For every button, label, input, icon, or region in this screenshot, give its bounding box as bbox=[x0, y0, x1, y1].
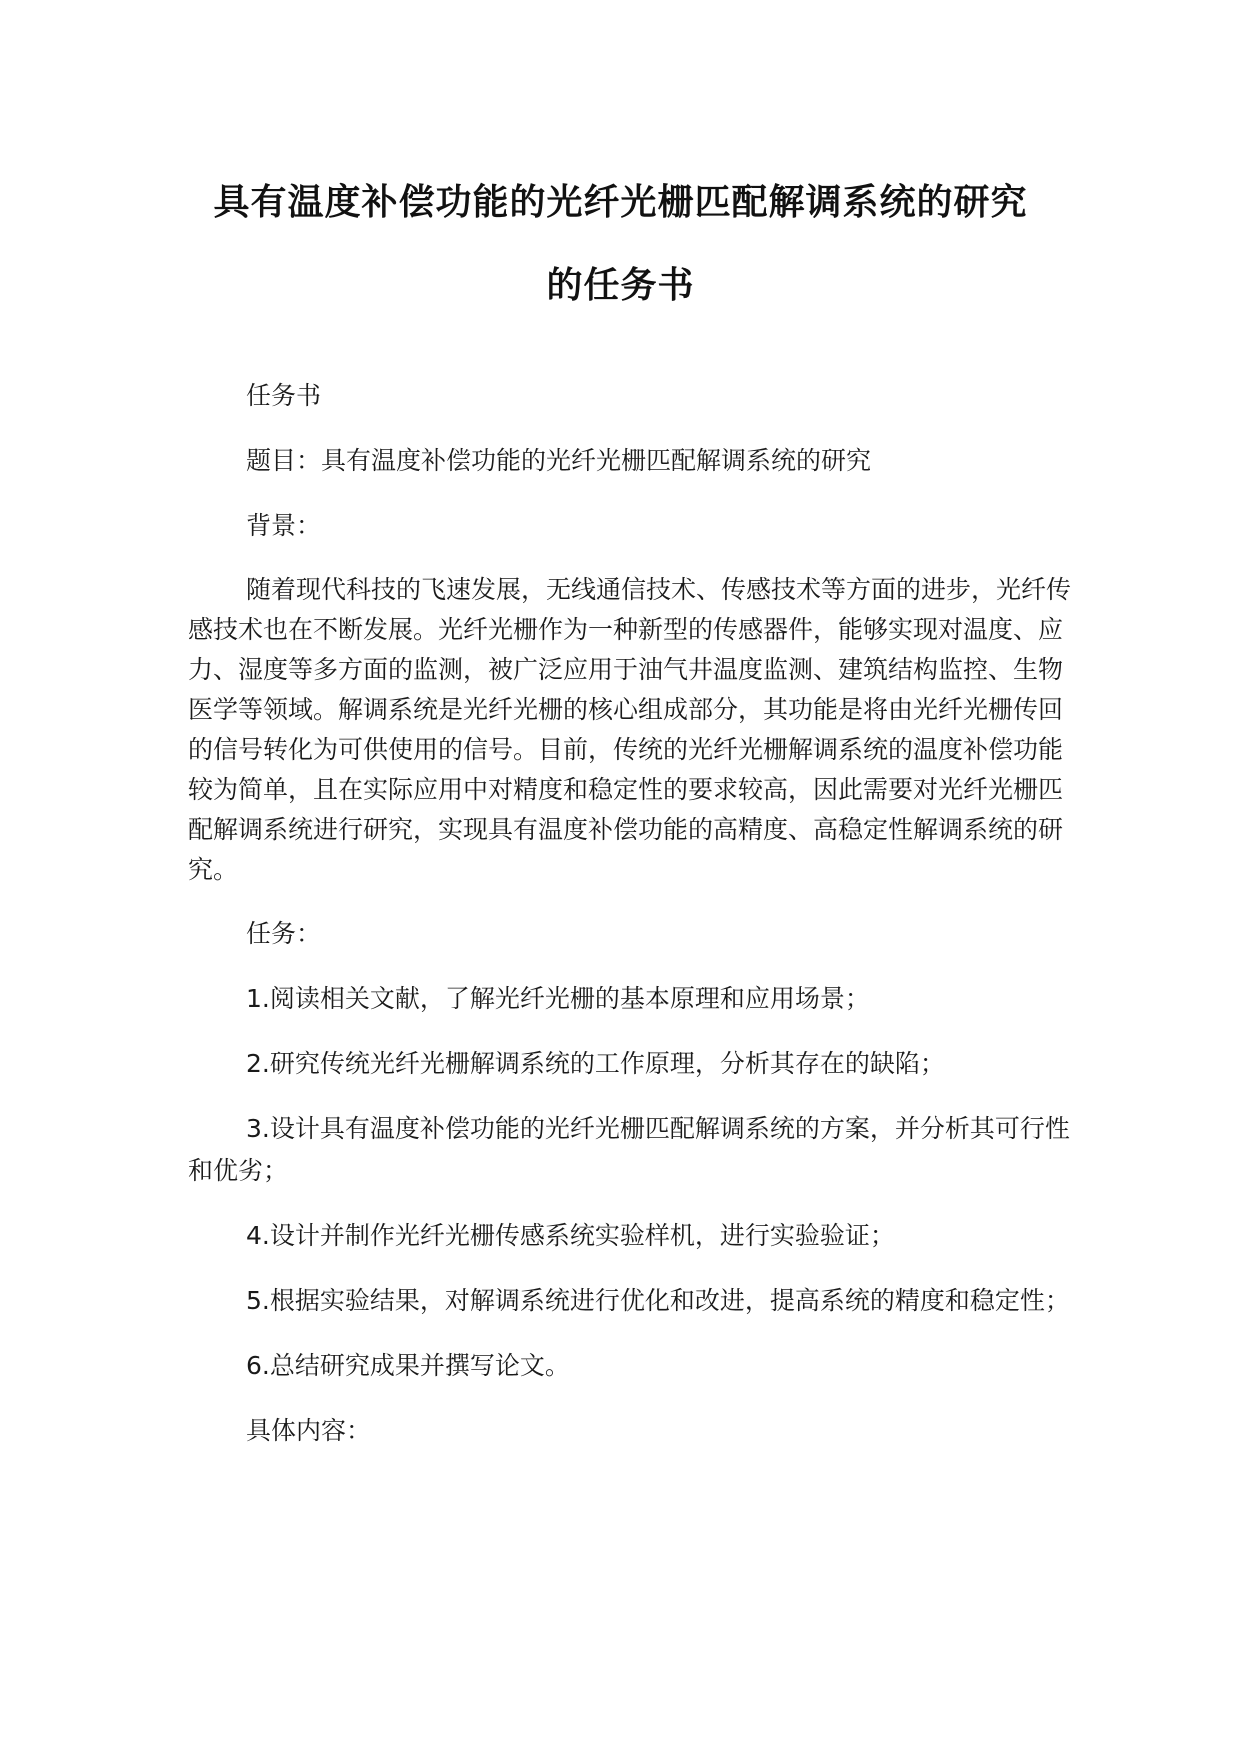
task-item-3: 3.设计具有温度补偿功能的光纤光栅匹配解调系统的方案，并分析其可行性和优劣； bbox=[188, 1114, 1070, 1185]
section-heading-task-book: 任务书 bbox=[246, 381, 322, 410]
task-item-6: 6.总结研究成果并撰写论文。 bbox=[246, 1351, 570, 1380]
tasks-label: 任务： bbox=[246, 919, 322, 948]
background-label: 背景： bbox=[246, 511, 322, 540]
task-item-5: 5.根据实验结果，对解调系统进行优化和改进，提高系统的精度和稳定性； bbox=[246, 1286, 1070, 1315]
task-item-4: 4.设计并制作光纤光栅传感系统实验样机，进行实验验证； bbox=[246, 1221, 895, 1250]
document-body bbox=[188, 375, 1074, 1452]
topic-line: 题目：具有温度补偿功能的光纤光栅匹配解调系统的研究 bbox=[246, 446, 872, 475]
task-item-1: 1.阅读相关文献，了解光纤光栅的基本原理和应用场景； bbox=[246, 984, 870, 1013]
background-paragraph: 随着现代科技的飞速发展，无线通信技术、传感技术等方面的进步，光纤传感技术也在不断发展。光纤光栅作为一种新型的传感器件，能够实现对温度、应力、湿度等多方面的监测，被广泛应用于油气井温度监测、建筑结构监控、生物医学等领域。解调系统是光纤光栅的核心组成部分，其功能是将由光纤光栅传回的信号转化为可供使用的信号。目前，传统的光纤光栅解调系统的温度补偿功能较为简单，且在实际应用中对精度和稳定性的要求较高，因此需要对光纤光栅匹配解调系统进行研究，实现具有温度补偿功能的高精度、高稳定性解调系统的研究。 bbox=[188, 575, 1072, 884]
document-title-continued: 的任务书 bbox=[546, 265, 695, 306]
document-title: 具有温度补偿功能的光纤光栅匹配解调系统的研究 bbox=[213, 182, 1028, 223]
content-label: 具体内容： bbox=[246, 1416, 372, 1445]
task-item-2: 2.研究传统光纤光栅解调系统的工作原理，分析其存在的缺陷； bbox=[246, 1049, 945, 1078]
